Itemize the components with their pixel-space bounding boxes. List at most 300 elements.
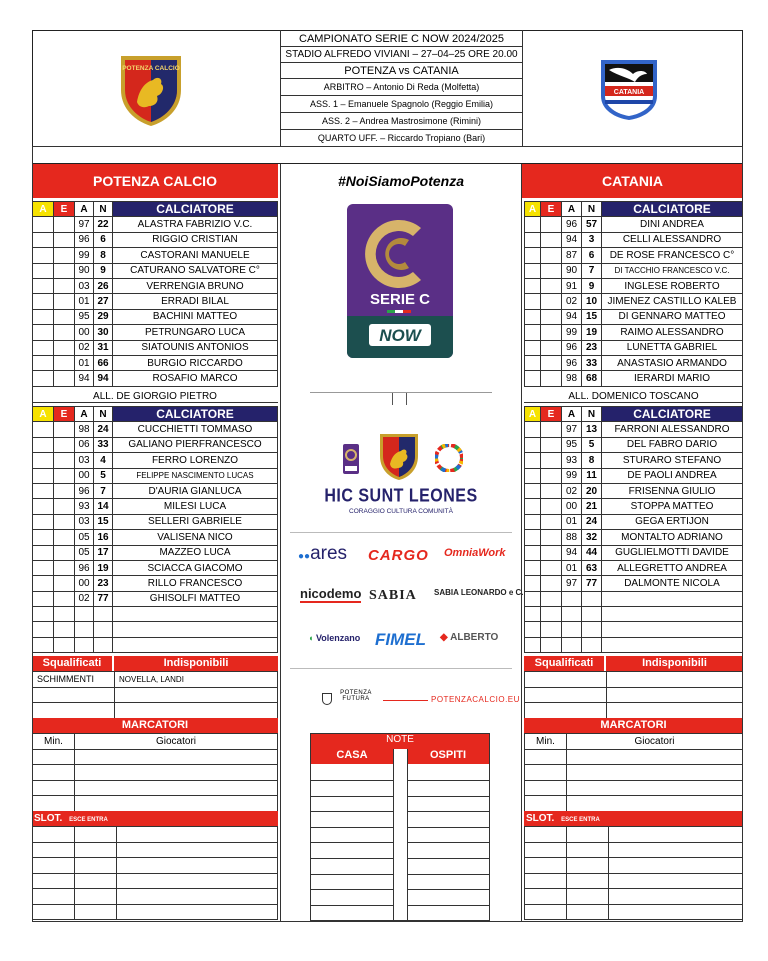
alberto-diamond-icon: ◆	[440, 632, 448, 643]
notes-separator-right	[407, 749, 408, 921]
player-name: CELLI ALESSANDRO	[602, 232, 743, 247]
player-name: FERRO LORENZO	[113, 453, 278, 468]
player-number: 4	[94, 453, 113, 468]
espulso-cell	[54, 483, 75, 498]
espulso-cell	[541, 499, 562, 514]
sponsor-fimel: FIMEL	[375, 630, 426, 649]
player-number: 68	[582, 371, 602, 386]
ammonito-cell	[33, 248, 54, 263]
espulso-cell	[541, 278, 562, 293]
player-number	[94, 607, 113, 622]
notes-separator-gap	[394, 749, 407, 765]
player-age: 05	[75, 545, 94, 560]
home-scorers-table	[32, 733, 278, 812]
header-divider-right	[522, 30, 523, 146]
player-row	[33, 622, 278, 637]
player-name: DI TACCHIO FRANCESCO V.C.	[602, 263, 743, 278]
espulso-cell	[54, 530, 75, 545]
ammonito-cell	[33, 468, 54, 483]
player-number: 20	[582, 483, 602, 498]
home-suspended: SCHIMMENTI	[33, 672, 115, 688]
notes-line	[408, 858, 489, 859]
player-age: 00	[562, 499, 582, 514]
player-name: GEGA ERTIJON	[602, 514, 743, 529]
away-slot-bar	[524, 811, 743, 826]
home-starters-table	[32, 201, 278, 387]
espulso-cell	[54, 294, 75, 309]
espulso-cell	[54, 622, 75, 637]
notes-line	[408, 796, 489, 797]
player-age	[75, 622, 94, 637]
ammonito-cell	[525, 325, 541, 340]
ammonito-cell	[33, 591, 54, 606]
ammonito-cell	[33, 514, 54, 529]
player-row	[33, 294, 278, 309]
espulso-cell	[541, 607, 562, 622]
player-name	[113, 622, 278, 637]
home-unavailable-label: Indisponibili	[114, 656, 278, 671]
player-age	[75, 637, 94, 652]
espulso-cell	[54, 514, 75, 529]
catania-logo	[597, 56, 661, 122]
espulso-cell	[541, 232, 562, 247]
player-name: SCIACCA GIACOMO	[113, 560, 278, 575]
espulso-cell	[54, 340, 75, 355]
ammonito-cell	[525, 278, 541, 293]
sponsor-sabia-leonardo: SABIA LEONARDO e C.	[434, 588, 524, 597]
player-name: INGLESE ROBERTO	[602, 278, 743, 293]
referee: ARBITRO – Antonio Di Reda (Molfetta)	[281, 79, 522, 96]
ammonito-cell	[525, 355, 541, 370]
ammonito-cell	[525, 514, 541, 529]
player-name: MILESI LUCA	[113, 499, 278, 514]
player-number: 21	[582, 499, 602, 514]
serie-c-title: SERIE C	[369, 291, 431, 308]
player-number: 5	[94, 468, 113, 483]
ammonito-cell	[33, 217, 54, 232]
sponsor-alberto	[440, 632, 498, 643]
player-age: 94	[75, 371, 94, 386]
espulso-cell	[541, 468, 562, 483]
player-age: 02	[562, 294, 582, 309]
espulso-cell	[541, 453, 562, 468]
player-age: 05	[75, 530, 94, 545]
now-wordmark: NOW	[379, 326, 421, 345]
player-number: 27	[94, 294, 113, 309]
player-age: 02	[75, 340, 94, 355]
player-row	[33, 607, 278, 622]
player-row	[525, 453, 743, 468]
player-number: 66	[94, 355, 113, 370]
fourth-official: QUARTO UFF. – Riccardo Tropiano (Bari)	[317, 133, 486, 143]
player-name	[602, 622, 743, 637]
col-age: A	[562, 202, 582, 217]
espulso-cell	[541, 355, 562, 370]
espulso-cell	[541, 294, 562, 309]
page-frame-bottom	[32, 921, 743, 922]
catania-logo-text: CATANIA	[613, 89, 645, 96]
player-row	[33, 483, 278, 498]
player-name: LUNETTA GABRIEL	[602, 340, 743, 355]
player-row	[33, 217, 278, 232]
player-number: 57	[582, 217, 602, 232]
espulso-cell	[54, 576, 75, 591]
player-number	[94, 622, 113, 637]
ammonito-cell	[525, 545, 541, 560]
player-age: 94	[562, 309, 582, 324]
player-name: ALLEGRETTO ANDREA	[602, 560, 743, 575]
player-row	[33, 591, 278, 606]
col-player: CALCIATORE	[602, 407, 743, 422]
espulso-cell	[54, 248, 75, 263]
player-age: 03	[75, 453, 94, 468]
ammonito-cell	[33, 278, 54, 293]
col-a: A	[33, 202, 54, 217]
player-name: GHISOLFI MATTEO	[113, 591, 278, 606]
potenza-crest-small	[378, 432, 420, 482]
player-name: D'AURIA GIANLUCA	[113, 483, 278, 498]
player-number	[582, 607, 602, 622]
player-number: 9	[582, 278, 602, 293]
player-number: 15	[582, 309, 602, 324]
ammonito-cell	[525, 499, 541, 514]
player-row	[33, 422, 278, 437]
notes-line	[311, 796, 393, 797]
notes-line	[408, 780, 489, 781]
notes-line	[311, 858, 393, 859]
player-row	[525, 560, 743, 575]
col-a: A	[525, 407, 541, 422]
ammonito-cell	[33, 355, 54, 370]
player-age: 96	[75, 483, 94, 498]
player-name: MONTALTO ADRIANO	[602, 530, 743, 545]
player-row	[33, 248, 278, 263]
player-age: 90	[562, 263, 582, 278]
col-player: CALCIATORE	[602, 202, 743, 217]
espulso-cell	[54, 468, 75, 483]
col-player: CALCIATORE	[113, 202, 278, 217]
espulso-cell	[54, 325, 75, 340]
ammonito-cell	[525, 530, 541, 545]
min-header: Min.	[525, 734, 567, 750]
player-row	[525, 294, 743, 309]
col-e: E	[54, 407, 75, 422]
venue-datetime: STADIO ALFREDO VIVIANI – 27–04–25 ORE 20.00	[281, 47, 522, 63]
player-number: 3	[582, 232, 602, 247]
player-number: 31	[94, 340, 113, 355]
espulso-cell	[54, 545, 75, 560]
player-row	[33, 453, 278, 468]
player-number: 7	[582, 263, 602, 278]
ammonito-cell	[33, 576, 54, 591]
away-absentees-table	[524, 671, 743, 719]
ammonito-cell	[525, 468, 541, 483]
espulso-cell	[54, 607, 75, 622]
espulso-cell	[541, 576, 562, 591]
hashtag: #NoiSiamoPotenza	[280, 164, 522, 198]
player-row	[33, 437, 278, 452]
player-row	[33, 545, 278, 560]
player-name	[113, 637, 278, 652]
away-coach: ALL. DOMENICO TOSCANO	[524, 390, 743, 403]
player-age: 03	[75, 278, 94, 293]
player-name: ALASTRA FABRIZIO V.C.	[113, 217, 278, 232]
player-age: 02	[562, 483, 582, 498]
player-row	[525, 232, 743, 247]
potenza-futura-line	[383, 700, 428, 701]
player-age: 01	[75, 355, 94, 370]
players-header: Giocatori	[567, 734, 743, 750]
player-row	[33, 514, 278, 529]
ammonito-cell	[33, 340, 54, 355]
slot-sub-label: ESCE ENTRA	[561, 817, 600, 823]
assistant-1: ASS. 1 – Emanuele Spagnolo (Reggio Emilia)	[281, 96, 522, 113]
player-row	[525, 607, 743, 622]
player-name: BACHINI MATTEO	[113, 309, 278, 324]
ammonito-cell	[33, 530, 54, 545]
ammonito-cell	[33, 263, 54, 278]
col-e: E	[541, 202, 562, 217]
away-unavailable-label: Indisponibili	[606, 656, 743, 671]
away-scorers-table	[524, 733, 743, 812]
player-row	[525, 217, 743, 232]
assistant-2: ASS. 2 – Andrea Mastrosimone (Rimini)	[281, 113, 522, 130]
player-name: SIATOUNIS ANTONIOS	[113, 340, 278, 355]
col-age: A	[75, 202, 94, 217]
player-row	[525, 309, 743, 324]
player-name: DE ROSE FRANCESCO C°	[602, 248, 743, 263]
player-row	[33, 560, 278, 575]
col-a: A	[33, 407, 54, 422]
notes-line	[408, 889, 489, 890]
espulso-cell	[541, 483, 562, 498]
player-name: ROSAFIO MARCO	[113, 371, 278, 386]
espulso-cell	[54, 232, 75, 247]
player-row	[525, 499, 743, 514]
away-team-name: CATANIA	[522, 164, 743, 198]
player-row	[33, 263, 278, 278]
col-num: N	[582, 407, 602, 422]
home-subs-table	[32, 406, 278, 653]
espulso-cell	[541, 217, 562, 232]
player-row	[33, 232, 278, 247]
espulso-cell	[541, 637, 562, 652]
player-number: 33	[582, 355, 602, 370]
player-number: 8	[94, 248, 113, 263]
player-age: 96	[75, 232, 94, 247]
player-row	[525, 483, 743, 498]
home-absentees-table	[32, 671, 278, 719]
table-header-row	[33, 407, 278, 422]
espulso-cell	[541, 371, 562, 386]
player-name: GALIANO PIERFRANCESCO	[113, 437, 278, 452]
player-age: 88	[562, 530, 582, 545]
player-name: VERRENGIA BRUNO	[113, 278, 278, 293]
notes-line	[311, 811, 393, 812]
ammonito-cell	[525, 371, 541, 386]
player-name: SELLERI GABRIELE	[113, 514, 278, 529]
player-age	[562, 591, 582, 606]
player-number: 24	[94, 422, 113, 437]
col-age: A	[75, 407, 94, 422]
potenza-url: POTENZACALCIO.EU	[431, 695, 520, 704]
page-frame-left	[32, 146, 33, 921]
player-number: 6	[94, 232, 113, 247]
sponsor-cargo: CARGO	[368, 547, 429, 564]
col-a: A	[525, 202, 541, 217]
championship-title: CAMPIONATO SERIE C NOW 2024/2025	[281, 31, 522, 47]
player-row	[525, 422, 743, 437]
notes-title: NOTE	[386, 734, 414, 745]
player-number: 32	[582, 530, 602, 545]
ammonito-cell	[525, 622, 541, 637]
player-number: 94	[94, 371, 113, 386]
player-number: 15	[94, 514, 113, 529]
player-age: 93	[75, 499, 94, 514]
serie-c-now-logo	[347, 204, 453, 358]
table-header-row	[525, 407, 743, 422]
notes-line	[311, 842, 393, 843]
ammonito-cell	[33, 437, 54, 452]
player-age: 01	[75, 294, 94, 309]
ammonito-cell	[33, 607, 54, 622]
player-row	[525, 248, 743, 263]
home-slot-bar	[32, 811, 278, 826]
player-row	[33, 637, 278, 652]
player-row	[33, 530, 278, 545]
player-age: 95	[562, 437, 582, 452]
player-number: 13	[582, 422, 602, 437]
ammonito-cell	[33, 637, 54, 652]
center-divider-3	[290, 668, 512, 669]
player-row	[525, 437, 743, 452]
ammonito-cell	[525, 217, 541, 232]
player-row	[525, 340, 743, 355]
home-suspended-label: Squalificati	[32, 656, 112, 671]
slot-label: SLOT.	[526, 813, 555, 824]
player-row	[525, 622, 743, 637]
player-name: CUCCHIETTI TOMMASO	[113, 422, 278, 437]
espulso-cell	[54, 637, 75, 652]
player-age: 06	[75, 437, 94, 452]
player-number: 23	[582, 340, 602, 355]
player-number	[582, 591, 602, 606]
away-suspended-label: Squalificati	[524, 656, 604, 671]
away-subs-table	[524, 406, 743, 653]
player-name: PETRUNGARO LUCA	[113, 325, 278, 340]
player-age: 99	[562, 325, 582, 340]
espulso-cell	[54, 217, 75, 232]
ammonito-cell	[525, 437, 541, 452]
notes-line	[408, 811, 489, 812]
espulso-cell	[541, 545, 562, 560]
sponsor-volenzano	[308, 633, 360, 643]
min-header: Min.	[33, 734, 75, 750]
player-age: 90	[75, 263, 94, 278]
player-age: 00	[75, 325, 94, 340]
table-header-row	[33, 202, 278, 217]
ammonito-cell	[33, 622, 54, 637]
player-number: 77	[582, 576, 602, 591]
player-age: 94	[562, 232, 582, 247]
ammonito-cell	[525, 294, 541, 309]
ammonito-cell	[33, 499, 54, 514]
player-number: 9	[94, 263, 113, 278]
player-age: 96	[562, 217, 582, 232]
ammonito-cell	[33, 453, 54, 468]
player-number: 22	[94, 217, 113, 232]
home-slot-table	[32, 826, 278, 920]
espulso-cell	[541, 622, 562, 637]
ammonito-cell	[525, 637, 541, 652]
player-number: 77	[94, 591, 113, 606]
header-bottom-line	[32, 146, 743, 147]
player-number: 23	[94, 576, 113, 591]
player-age: 97	[562, 576, 582, 591]
ammonito-cell	[33, 294, 54, 309]
player-number: 6	[582, 248, 602, 263]
player-age: 02	[75, 591, 94, 606]
player-row	[525, 371, 743, 386]
page-frame-right	[742, 146, 743, 921]
player-number: 7	[94, 483, 113, 498]
espulso-cell	[541, 591, 562, 606]
col-age: A	[562, 407, 582, 422]
potenza-logo	[117, 52, 185, 128]
player-age: 00	[75, 468, 94, 483]
player-age: 95	[75, 309, 94, 324]
volenzano-leaf-icon: ◖	[308, 633, 314, 643]
notes-line	[311, 905, 393, 906]
player-number: 63	[582, 560, 602, 575]
match-info	[281, 31, 522, 146]
player-name: ERRADI BILAL	[113, 294, 278, 309]
away-starters-table	[524, 201, 743, 387]
player-number: 24	[582, 514, 602, 529]
ammonito-cell	[525, 263, 541, 278]
table-header-row	[525, 202, 743, 217]
player-age: 98	[562, 371, 582, 386]
espulso-cell	[54, 263, 75, 278]
player-number: 17	[94, 545, 113, 560]
ammonito-cell	[525, 453, 541, 468]
player-name: JIMENEZ CASTILLO KALEB	[602, 294, 743, 309]
espulso-cell	[54, 560, 75, 575]
player-row	[33, 371, 278, 386]
away-slot-table	[524, 826, 743, 920]
player-name	[602, 637, 743, 652]
player-name: DINI ANDREA	[602, 217, 743, 232]
player-age: 97	[75, 217, 94, 232]
espulso-cell	[541, 340, 562, 355]
espulso-cell	[54, 499, 75, 514]
player-age	[562, 637, 582, 652]
player-number: 11	[582, 468, 602, 483]
notes-home-label: CASA	[336, 749, 368, 761]
player-row	[33, 278, 278, 293]
col-num: N	[94, 202, 113, 217]
slot-label: SLOT.	[34, 813, 63, 824]
ares-wordmark: ares	[310, 543, 348, 564]
notes-line	[311, 827, 393, 828]
center-tick-2	[406, 393, 407, 405]
player-name: CASTORANI MANUELE	[113, 248, 278, 263]
player-name: FARRONI ALESSANDRO	[602, 422, 743, 437]
espulso-cell	[541, 437, 562, 452]
sponsor-ares	[298, 543, 347, 565]
player-number: 14	[94, 499, 113, 514]
sponsor-omniawork: OmniaWork	[444, 547, 506, 559]
